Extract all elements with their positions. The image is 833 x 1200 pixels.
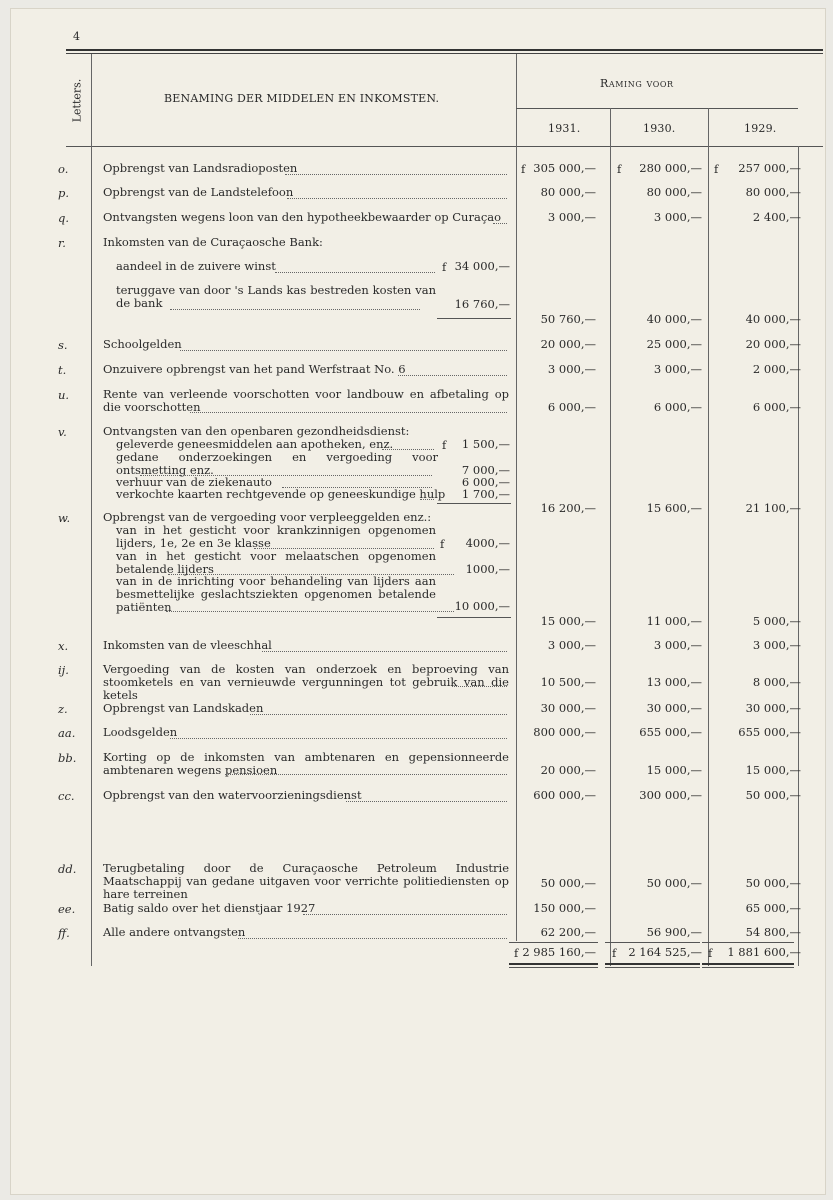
row-letter: aa.: [58, 726, 76, 740]
row-letter: cc.: [58, 789, 75, 803]
sub-item-text: geleverde geneesmiddelen aan apotheken, enz.: [116, 437, 394, 451]
leader-dots: [452, 686, 507, 687]
row-text: Opbrengst van de vergoeding voor verpleeggelden enz.:: [103, 510, 432, 524]
amount-1929: 30 000,—: [745, 701, 801, 715]
row-text: Korting op de inkomsten van ambtenaren en gepensionneerde ambtenaren wegens pensioen: [103, 750, 509, 777]
row-letter: dd.: [58, 862, 77, 876]
sub-item-amount: 1000,—: [465, 562, 510, 576]
row-text: Rente van verleende voorschotten voor landbouw en afbetaling op die voorschotten: [103, 387, 509, 414]
row-letter: w.: [58, 511, 71, 525]
row-text: Vergoeding van de kosten van onderzoek en beproeving van stoomketels en van vernieuwde vergunningen tot gebruik van die ketels: [103, 662, 509, 702]
total-rule-1929: [702, 942, 794, 943]
row-letter: ee.: [58, 902, 76, 916]
amount-1930: 3 000,—: [653, 210, 702, 224]
amount-1930: 50 000,—: [646, 876, 702, 890]
sub-item-text: van in het gesticht voor melaatschen opgenomen betalende lijders: [116, 549, 436, 576]
leader-dots: [190, 412, 507, 413]
amount-1931: 6 000,—: [547, 400, 596, 414]
amount-1929: 21 100,—: [745, 501, 801, 515]
total-1930: 2 164 525,—: [628, 945, 702, 959]
sub-item-text: van in het gesticht voor krankzinnigen opgenomen lijders, 1e, 2e en 3e klasse: [116, 523, 436, 550]
currency-symbol: f: [440, 537, 445, 551]
amount-1931: 16 200,—: [540, 501, 596, 515]
leader-dots: [493, 223, 507, 224]
row-text: Onzuivere opbrengst van het pand Werfstraat No. 6: [103, 362, 406, 376]
row-text: Alle andere ontvangsten: [103, 925, 246, 939]
amount-1931: 20 000,—: [540, 763, 596, 777]
amount-1930: 11 000,—: [646, 614, 702, 628]
letters-header-cell: [68, 62, 86, 142]
row-letter: ij.: [58, 663, 69, 677]
subtotal-rule: [437, 503, 511, 504]
leader-dots: [303, 914, 507, 915]
amount-1930: 6 000,—: [653, 400, 702, 414]
raming-underline: [516, 108, 798, 109]
year-1929: 1929.: [744, 122, 777, 135]
body-divider-left: [91, 146, 92, 811]
amount-1931: 10 500,—: [540, 675, 596, 689]
double-rule-1931-b: [509, 967, 598, 968]
row-text: Opbrengst van den watervoorzieningsdienst: [103, 788, 362, 802]
column-title: BENAMING DER MIDDELEN EN INKOMSTEN.: [164, 92, 440, 105]
amount-1930: 13 000,—: [646, 675, 702, 689]
row-text: Inkomsten van de Curaçaosche Bank:: [103, 235, 323, 249]
double-rule-1929: [702, 963, 794, 965]
currency-symbol: f: [708, 946, 713, 960]
leader-dots: [180, 350, 507, 351]
top-rule-thin: [66, 53, 823, 54]
amount-1931: 3 000,—: [547, 210, 596, 224]
leader-dots: [398, 375, 507, 376]
sub-item-amount: 1 500,—: [461, 437, 510, 451]
amount-1931: 80 000,—: [540, 185, 596, 199]
currency-symbol: f: [521, 162, 526, 176]
amount-1930: 3 000,—: [653, 362, 702, 376]
amount-1931: 30 000,—: [540, 701, 596, 715]
leader-dots: [225, 774, 507, 775]
sub-item-text: verkochte kaarten rechtgevende op geneeskundige hulp: [116, 487, 446, 501]
total-1929: 1 881 600,—: [727, 945, 801, 959]
sub-item-text: aandeel in de zuivere winst: [116, 259, 276, 273]
amount-1931: 800 000,—: [533, 725, 596, 739]
leader-dots: [170, 738, 507, 739]
row-text: Opbrengst van Landskaden: [103, 701, 264, 715]
amount-1930: 40 000,—: [646, 312, 702, 326]
amount-1929: 2 400,—: [752, 210, 801, 224]
amount-1930: 56 900,—: [646, 925, 702, 939]
row-letter: ff.: [58, 926, 70, 940]
amount-1931: 20 000,—: [540, 337, 596, 351]
row-text: Schoolgelden: [103, 337, 182, 351]
double-rule-1930: [605, 963, 700, 965]
sub-item-amount: 16 760,—: [454, 297, 510, 311]
total-rule-1931: [509, 942, 598, 943]
row-letter: x.: [58, 639, 69, 653]
year-divider-1: [610, 108, 611, 146]
sub-item-text: verhuur van de ziekenauto: [116, 475, 272, 489]
row-letter: t.: [58, 363, 67, 377]
amount-1931: 62 200,—: [540, 925, 596, 939]
amount-1929: 3 000,—: [752, 638, 801, 652]
amount-1929: 655 000,—: [738, 725, 801, 739]
amount-1929: 50 000,—: [745, 788, 801, 802]
amount-1930: 80 000,—: [646, 185, 702, 199]
row-text: Loodsgelden: [103, 725, 178, 739]
currency-symbol: f: [442, 260, 447, 274]
amount-1930: 15 600,—: [646, 501, 702, 515]
amount-1930: 280 000,—: [639, 161, 702, 175]
sub-item-amount: 34 000,—: [454, 259, 510, 273]
year-divider-2: [708, 108, 709, 146]
leader-dots: [170, 309, 420, 310]
leader-dots: [420, 499, 434, 500]
subtotal-rule: [437, 617, 511, 618]
sub-item-text: gedane onderzoekingen en vergoeding voor ontsmetting enz.: [116, 450, 438, 477]
body-divider-1929: [708, 146, 709, 811]
total-1931: 2 985 160,—: [522, 945, 596, 959]
year-1931: 1931.: [548, 122, 581, 135]
header-divider-left: [91, 54, 92, 146]
row-letter: r.: [58, 236, 66, 250]
amount-1929: 8 000,—: [752, 675, 801, 689]
sub-item-amount: 1 700,—: [461, 487, 510, 501]
letters-header: Letters.: [70, 78, 84, 123]
subtotal-rule: [437, 318, 511, 319]
sub-item-text: teruggave van door 's Lands kas bestreden kosten van de bank: [116, 283, 436, 310]
amount-1931: 50 000,—: [540, 876, 596, 890]
amount-1931: 3 000,—: [547, 638, 596, 652]
sub-item-amount: 6 000,—: [461, 475, 510, 489]
double-rule-1931: [509, 963, 598, 965]
leader-dots: [275, 272, 435, 273]
amount-1931: 150 000,—: [533, 901, 596, 915]
year-1930: 1930.: [643, 122, 676, 135]
amount-1931: 3 000,—: [547, 362, 596, 376]
amount-1930: 30 000,—: [646, 701, 702, 715]
amount-1930: 3 000,—: [653, 638, 702, 652]
double-rule-1930-b: [605, 967, 700, 968]
page-number: 4: [73, 30, 80, 43]
currency-symbol: f: [617, 162, 622, 176]
leader-dots: [238, 938, 507, 939]
sub-item-amount: 10 000,—: [454, 599, 510, 613]
body-divider-1930: [610, 146, 611, 811]
row-letter: o.: [58, 162, 69, 176]
amount-1929: 20 000,—: [745, 337, 801, 351]
amount-1929: 5 000,—: [752, 614, 801, 628]
amount-1930: 655 000,—: [639, 725, 702, 739]
leader-dots: [287, 198, 507, 199]
leader-dots: [285, 174, 507, 175]
row-letter: bb.: [58, 751, 77, 765]
row-text: Terugbetaling door de Curaçaosche Petroleum Industrie Maatschappij van gedane uitgaven voor verrichte politiediensten op hare terreinen: [103, 861, 509, 901]
currency-symbol: f: [442, 438, 447, 452]
amount-1931: 600 000,—: [533, 788, 596, 802]
row-text: Ontvangsten van den openbaren gezondheidsdienst:: [103, 424, 410, 438]
amount-1929: 65 000,—: [745, 901, 801, 915]
row-text: Inkomsten van de vleeschhal: [103, 638, 272, 652]
sub-item-text: van in de inrichting voor behandeling van lijders aan besmettelijke geslachtsziekten opgenomen betalende patiënten: [116, 574, 436, 614]
leader-dots: [262, 651, 507, 652]
amount-1931: 50 760,—: [540, 312, 596, 326]
double-rule-1929-b: [702, 967, 794, 968]
row-text: Opbrengst van de Landstelefoon: [103, 185, 294, 199]
body-divider-amounts: [516, 146, 517, 811]
row-letter: q.: [58, 211, 70, 225]
amount-1930: 300 000,—: [639, 788, 702, 802]
leader-dots: [346, 801, 507, 802]
amount-1930: 15 000,—: [646, 763, 702, 777]
currency-symbol: f: [514, 946, 519, 960]
amount-1929: 54 800,—: [745, 925, 801, 939]
amount-1929: 257 000,—: [738, 161, 801, 175]
sub-item-amount: 4000,—: [465, 536, 510, 550]
currency-symbol: f: [714, 162, 719, 176]
amount-1929: 80 000,—: [745, 185, 801, 199]
row-text: Batig saldo over het dienstjaar 1927: [103, 901, 316, 915]
row-text: Ontvangsten wegens loon van den hypotheekbewaarder op Curaçao: [103, 210, 502, 224]
row-letter: u.: [58, 388, 70, 402]
row-letter: z.: [58, 702, 68, 716]
body-divider-amounts-lower: [516, 811, 517, 941]
row-letter: p.: [58, 186, 70, 200]
leader-dots: [250, 714, 507, 715]
leader-dots: [166, 611, 454, 612]
header-divider-amounts: [516, 54, 517, 146]
row-letter: v.: [58, 425, 67, 439]
top-rule: [66, 49, 823, 51]
amount-1931: 15 000,—: [540, 614, 596, 628]
amount-1931: 305 000,—: [533, 161, 596, 175]
body-divider-left-lower: [91, 811, 92, 966]
sub-item-amount: 7 000,—: [461, 463, 510, 477]
currency-symbol: f: [612, 946, 617, 960]
amount-1929: 15 000,—: [745, 763, 801, 777]
total-rule-1930: [605, 942, 700, 943]
raming-header: Raming voor: [600, 77, 674, 90]
amount-1929: 50 000,—: [745, 876, 801, 890]
row-letter: s.: [58, 338, 68, 352]
header-bottom-rule: [66, 146, 823, 147]
row-text: Opbrengst van Landsradioposten: [103, 161, 298, 175]
amount-1929: 40 000,—: [745, 312, 801, 326]
amount-1930: 25 000,—: [646, 337, 702, 351]
amount-1929: 2 000,—: [752, 362, 801, 376]
amount-1929: 6 000,—: [752, 400, 801, 414]
